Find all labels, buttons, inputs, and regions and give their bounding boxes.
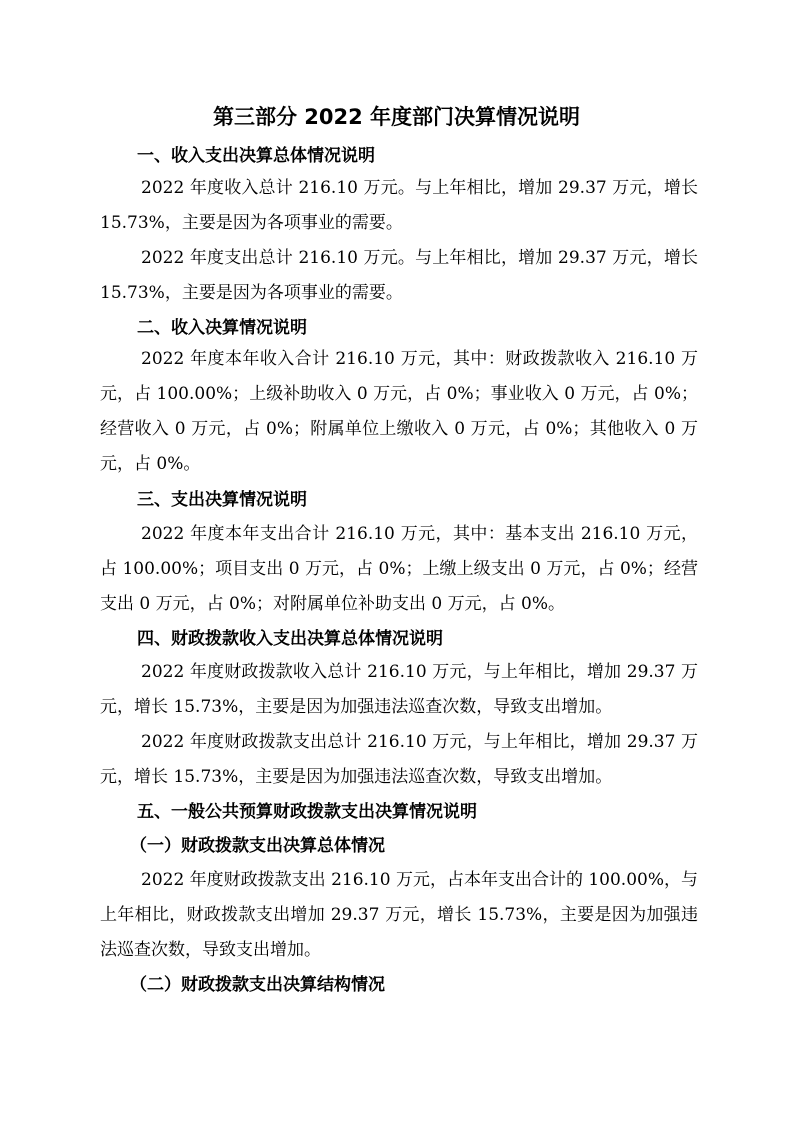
section-heading-5: 五、一般公共预算财政拨款支出决算情况说明	[137, 802, 477, 822]
section-4-paragraph-2: 2022 年度财政拨款支出总计 216.10 万元，与上年相比，增加 29.37 万元，增长 15.73%，主要是因为加强违法巡查次数，导致支出增加。	[100, 732, 698, 787]
section-heading-3: 三、支出决算情况说明	[137, 490, 307, 510]
section-1-paragraph-1: 2022 年度收入总计 216.10 万元。与上年相比，增加 29.37 万元，增长 15.73%，主要是因为各项事业的需要。	[100, 178, 698, 233]
section-4-paragraph-1: 2022 年度财政拨款收入总计 216.10 万元，与上年相比，增加 29.37 万元，增长 15.73%，主要是因为加强违法巡查次数，导致支出增加。	[100, 662, 698, 717]
section-heading-1: 一、收入支出决算总体情况说明	[137, 146, 375, 166]
subsection-heading-5-1: （一）财政拨款支出决算总体情况	[130, 836, 385, 856]
page-title: 第三部分 2022 年度部门决算情况说明	[212, 105, 581, 129]
section-1-paragraph-2: 2022 年度支出总计 216.10 万元。与上年相比，增加 29.37 万元，增长 15.73%，主要是因为各项事业的需要。	[100, 248, 698, 303]
subsection-heading-5-2: （二）财政拨款支出决算结构情况	[130, 975, 385, 995]
section-heading-2: 二、收入决算情况说明	[137, 318, 307, 338]
subsection-5-1-paragraph-1: 2022 年度财政拨款支出 216.10 万元，占本年支出合计的 100.00%，与上年相比，财政拨款支出增加 29.37 万元，增长 15.73%，主要是因为加强违法巡查次数，导致支出增加。	[100, 870, 698, 960]
section-3-paragraph-1: 2022 年度本年支出合计 216.10 万元，其中：基本支出 216.10 万元，占 100.00%；项目支出 0 万元，占 0%；上缴上级支出 0 万元，占 0%；经营支出 0 万元，占 0%；对附属单位补助支出 0 万元，占 0%。	[100, 524, 698, 614]
section-heading-4: 四、财政拨款收入支出决算总体情况说明	[137, 629, 443, 649]
section-2-paragraph-1: 2022 年度本年收入合计 216.10 万元，其中：财政拨款收入 216.10 万元，占 100.00%；上级补助收入 0 万元，占 0%；事业收入 0 万元，占 0%；经营收入 0 万元，占 0%；附属单位上缴收入 0 万元，占 0%；其他收入 0 万元，占 0%。	[100, 349, 698, 474]
